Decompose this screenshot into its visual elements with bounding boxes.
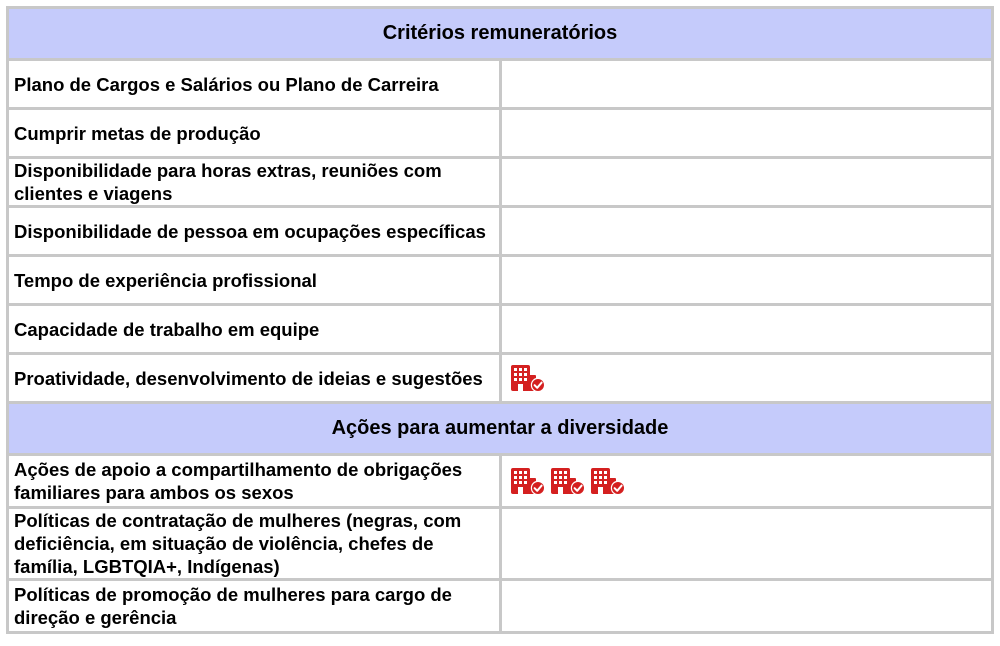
table-row — [8, 305, 993, 354]
row-label: Políticas de promoção de mulheres para cargo de direção e gerência — [8, 580, 501, 633]
row-value — [500, 60, 993, 109]
table-row — [8, 158, 993, 207]
building-check-icon — [510, 466, 548, 496]
row-label: Políticas de contratação de mulheres (negras, com deficiência, em situação de violência, chefes de família, LGBTQIA+, Indígenas) — [8, 508, 501, 580]
row-value — [500, 508, 993, 580]
table-row — [8, 109, 993, 158]
row-value — [500, 455, 993, 508]
row-label: Cumprir metas de produção — [8, 109, 501, 158]
row-label: Capacidade de trabalho em equipe — [8, 305, 501, 354]
row-value — [500, 256, 993, 305]
table-row — [8, 354, 993, 403]
row-label: Disponibilidade para horas extras, reuniões com clientes e viagens — [8, 158, 501, 207]
icon-group — [510, 363, 992, 393]
row-value — [500, 354, 993, 403]
row-value — [500, 305, 993, 354]
table-row — [8, 455, 993, 508]
table-row — [8, 580, 993, 633]
section-header-remuneration — [8, 8, 993, 60]
row-label: Tempo de experiência profissional — [8, 256, 501, 305]
row-label: Plano de Cargos e Salários ou Plano de Carreira — [8, 60, 501, 109]
section-title: Ações para aumentar a diversidade — [8, 403, 993, 455]
building-check-icon — [590, 466, 628, 496]
row-label: Proatividade, desenvolvimento de ideias e sugestões — [8, 354, 501, 403]
section-title: Critérios remuneratórios — [8, 8, 993, 60]
row-value — [500, 109, 993, 158]
icon-group — [510, 466, 992, 496]
criteria-table-container — [6, 6, 994, 634]
row-label: Disponibilidade de pessoa em ocupações específicas — [8, 207, 501, 256]
table-row — [8, 207, 993, 256]
table-row — [8, 60, 993, 109]
row-value — [500, 207, 993, 256]
table-row — [8, 508, 993, 580]
building-check-icon — [510, 363, 548, 393]
row-label: Ações de apoio a compartilhamento de obrigações familiares para ambos os sexos — [8, 455, 501, 508]
building-check-icon — [550, 466, 588, 496]
table-row — [8, 256, 993, 305]
criteria-table — [6, 6, 994, 634]
row-value — [500, 580, 993, 633]
section-header-diversity — [8, 403, 993, 455]
row-value — [500, 158, 993, 207]
